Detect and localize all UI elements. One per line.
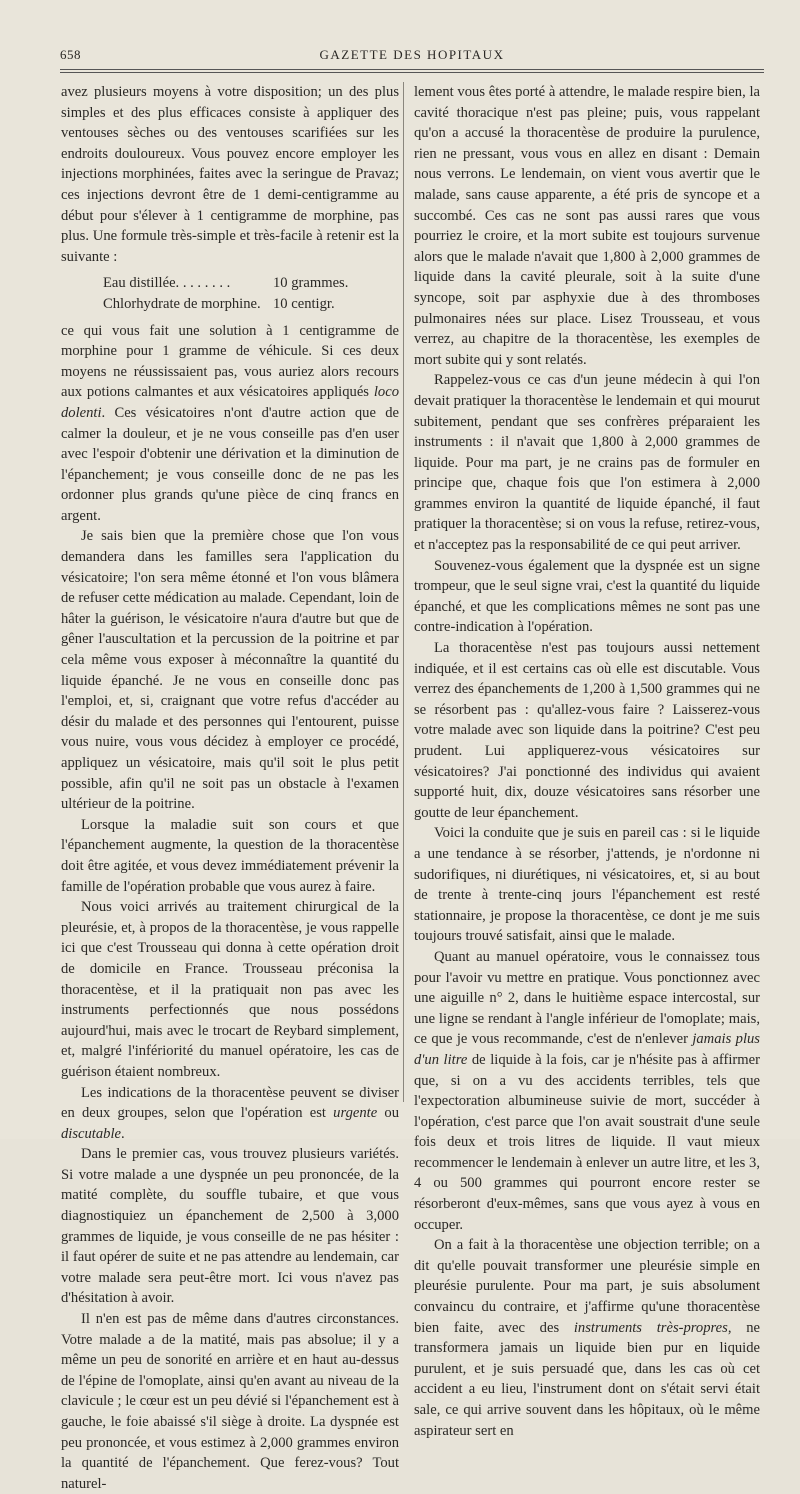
prescription-formula	[103, 273, 399, 314]
italic-term: instruments très-propres	[573, 1319, 728, 1336]
paragraph	[414, 1235, 760, 1441]
paragraph: Voici la conduite que je suis en pareil cas : si le liquide a une tendance à se résorber, j'attends, je n'ordonne ni sudorifiques, ni diurétiques, ni vésicatoires, et, si au bout de trente à trente-cinq jours l'épanchement est resté stationnaire, je propose la thoracentèse, ce dont je me suis toujours trouvé satisfait, ainsi que le malade.	[414, 825, 760, 945]
paragraph: lement vous êtes porté à attendre, le malade respire bien, la cavité thoracique n'est pas pleine; puis, vous rappelant qu'on a accusé la thoracentèse de produire la purulence, rien ne pressant, vous vous en allez en disant : Demain nous verrons. Le lendemain, on vient vous avertir que le malade, sans cause apparente, a été pris de syncope et a succombé. Ces cas ne sont pas aussi rares que vous pourriez le croire, et la mort subite est toujours survenue alors que le malade n'avait que 1,800 à 2,000 grammes de liquide dans la cavité pleurale, soit à la suite d'une syncope, soit par asphyxie due à des thromboses pulmonaires nées sur place. Lisez Trousseau, et vous verrez, au chapitre de la thoracentèse, les exemples de mort subite qui y sont relatés.	[414, 84, 760, 368]
italic-term: urgente	[333, 1105, 378, 1122]
paragraph: Je sais bien que la première chose que l'on vous demandera dans les familles sera l'application du vésicatoire; l'on sera même étonné et l'on vous blâmera de refuser cette médication au malade. Cependant, loin de hâter la guérison, le vésicatoire n'aura d'autre but que de gêner l'auscultation et la percussion de la poitrine et par cela même vous exposer à méconnaître la quantité du liquide épanché. Je ne vous en conseille donc pas l'emploi, et, si, craignant que votre refus d'accéder au désir du malade et des personnes qui l'entourent, puisse vous nuire, vous vous décidez à employer ce procédé, appliquez un vésicatoire, mais qu'il soit le plus petit possible, afin qu'il ne soit pas un obstacle à l'examen ultérieur de la poitrine.	[61, 528, 399, 813]
text-run: Quant au manuel opératoire, vous le connaissez tous pour l'avoir vu mettre en pratique. Vous ponctionnez avec une aiguille n° 2, dans le huitième espace intercostal, sur une ligne se rendant à l'angle inférieur de l'omoplate; mais, ce que je vous recommande, c'est de n'enlever	[414, 948, 760, 1048]
formula-row	[103, 273, 399, 294]
text-run: , ne transformera jamais un liquide bien pur en liquide purulent, et je suis persuadé que, dans les cas où cet accident a eu lieu, l'instrument dont on s'était servi était sale, ce qui arrive souvent dans les hôpitaux, où le même aspirateur sert en	[414, 1319, 760, 1439]
paragraph: Dans le premier cas, vous trouvez plusieurs variétés. Si votre malade a une dyspnée un peu prononcée, de la matité complète, du souffle tubaire, et que vous diagnostiquiez un épanchement de 2,500 à 3,000 grammes de liquide, je vous conseille de ne pas hésiter : il faut opérer de suite et ne pas attendre au lendemain, car votre malade sera peut-être mort. Ici vous n'avez pas d'hésitation à avoir.	[61, 1146, 399, 1307]
italic-term: jamais plus d'un litre	[414, 1031, 760, 1068]
text-run: . Ces vésicatoires n'ont d'autre action que de calmer la douleur, et je ne vous conseille pas d'en user avec l'espoir d'obtenir une dérivation et la diminution de l'épanchement; je vous conseille donc de ne pas les ordonner plus grands qu'une pièce de cinq francs en argent.	[61, 404, 399, 524]
paragraph: Lorsque la maladie suit son cours et que l'épanchement augmente, la question de la thoracentèse doit être agitée, et vous devez immédiatement prévenir la famille de l'opération probable que vous aurez à faire.	[61, 816, 399, 895]
formula-row	[103, 294, 399, 315]
paragraph	[61, 321, 399, 527]
ingredient-name: Chlorhydrate de morphine.	[103, 295, 261, 312]
page-header	[60, 47, 764, 67]
header-rule-double	[60, 72, 764, 73]
ingredient-quantity: 10 centigr.	[273, 295, 335, 312]
page-number: 658	[60, 47, 81, 62]
right-column	[414, 82, 760, 1441]
text-run: .	[121, 1125, 125, 1142]
paragraph: La thoracentèse n'est pas toujours aussi nettement indiquée, et il est certains cas où elle est discutable. Vous verrez des épanchements de 1,200 à 1,500 grammes qui ne se résorbent pas : qu'allez-vous faire ? Laisserez-vous votre malade avec son liquide dans la poitrine? C'est peu prudent. Lui appliquerez-vous vésicatoires sur vésicatoires? J'ai ponctionné des individus qui avaient supporté huit, dix, douze vésicatoires sans résorber une goutte de leur épanchement.	[414, 640, 760, 821]
paragraph: Nous voici arrivés au traitement chirurgical de la pleurésie, et, à propos de la thoracentèse, je vous rappelle ici que c'est Trousseau qui donna à cette opération droit de domicile en France. Trousseau préconisa la thoracentèse, et il la pratiquait non pas avec les instruments perfectionnés que nous possédons aujourd'hui, mais avec le trocart de Reybard simplement, et, malgré l'infériorité du manuel opératoire, les cas de guérison étaient nombreux.	[61, 899, 399, 1080]
journal-title: GAZETTE DES HOPITAUX	[319, 47, 505, 62]
paragraph	[414, 947, 760, 1235]
text-run: ce qui vous fait une solution à 1 centigramme de morphine pour 1 gramme de véhicule. Si ces deux moyens ne réussissaient pas, vous auriez alors recours aux potions calmantes et aux vésicatoires appliqués	[61, 322, 399, 401]
text-run: ou	[377, 1105, 399, 1122]
text-run: On a fait à la thoracentèse une objection terrible; on a dit qu'elle pouvait transformer une pleurésie simple en pleurésie purulente. Pour ma part, je suis absolument convaincu du contraire, et j'affirme qu'une thoracentèse bien faite, avec des	[414, 1237, 760, 1336]
paragraph: Souvenez-vous également que la dyspnée est un signe trompeur, que le seul signe vrai, c'est la quantité du liquide épanché, et que les complications mêmes ne sont pas une contre-indication à l'opération.	[414, 557, 760, 636]
ingredient-quantity: 10 grammes.	[273, 275, 349, 292]
ingredient-name: Eau distillée. . . . . . . .	[103, 275, 231, 292]
text-run: Les indications de la thoracentèse peuvent se diviser en deux groupes, selon que l'opération est	[61, 1084, 399, 1122]
text-run: de liquide à la fois, car je n'hésite pas à affirmer que, si on a vu des accidents terribles, tels que l'expectoration albumineuse suivie de mort, succéder à l'opération, c'est parce que l'on avait soustrait d'une seule fois deux et trois litres de liquide. Il vaut mieux recommencer le lendemain à enlever un autre litre, et les 3, 4 ou 500 grammes qui pourront encore rester se résorberont d'eux-mêmes, sans que vous ayez à vous en occuper.	[414, 1051, 760, 1233]
paragraph: avez plusieurs moyens à votre disposition; un des plus simples et des plus efficaces consiste à appliquer des ventouses sèches ou des ventouses scarifiées sur les endroits douloureux. Vous pouvez encore employer les injections morphinées, faites avec la seringue de Pravaz; ces injections devront être de 1 demi-centigramme au début pour s'élever à 1 centigramme de morphine, pas plus. Une formule très-simple et très-facile à retenir est la suivante :	[61, 84, 399, 265]
italic-term: loco dolenti	[61, 384, 399, 421]
header-rule	[60, 69, 764, 70]
paragraph	[61, 1083, 399, 1145]
paragraph: Rappelez-vous ce cas d'un jeune médecin à qui l'on devait pratiquer la thoracentèse le lendemain et qui mourut subitement, pendant que ses confrères préparaient les instruments : il n'avait que 1,800 à 2,000 grammes de liquide. Pour ma part, je ne crains pas de formuler en principe que, chaque fois que l'on estimera à 2,000 grammes environ la quantité de liquide épanché, il faut pratiquer la thoracentèse; si on vous la refuse, retirez-vous, et n'acceptez pas la responsabilité de ce qui peut arriver.	[414, 372, 760, 554]
paragraph: Il n'en est pas de même dans d'autres circonstances. Votre malade a de la matité, mais pas absolue; il y a même un peu de sonorité en arrière et en haut au-dessus de l'épine de l'omoplate, ainsi qu'en avant au niveau de la clavicule ; le cœur est un peu dévié si l'épanchement est à gauche, le foie abaissé s'il siège à droite. La dyspnée est peu prononcée, et vous estimez à 2,000 grammes environ la quantité de l'épanchement. Que ferez-vous? Tout naturel-	[61, 1311, 399, 1492]
italic-term: discutable	[61, 1125, 121, 1142]
column-divider	[403, 82, 404, 1102]
left-column	[61, 82, 399, 1494]
